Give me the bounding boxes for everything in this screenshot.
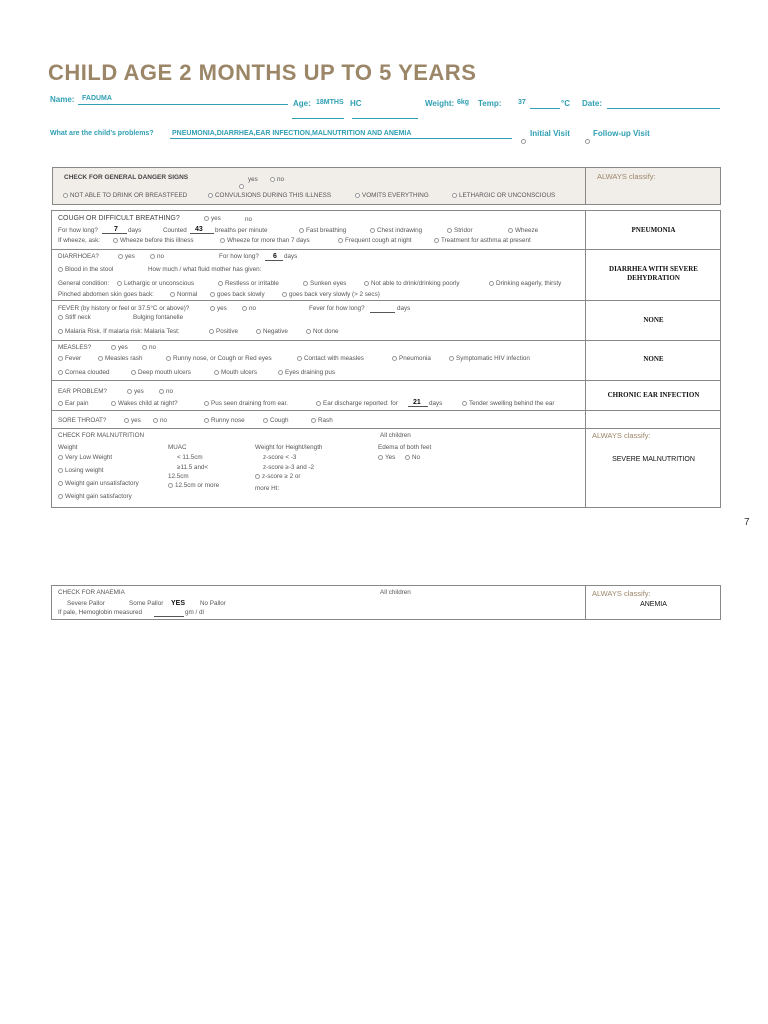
age-underline <box>292 118 344 119</box>
radio-icon <box>452 193 457 198</box>
fever-no-option[interactable] <box>242 305 256 312</box>
edema-header: Edema of both feet <box>378 444 432 451</box>
radio-icon <box>124 418 129 423</box>
gain-satisfactory-option[interactable] <box>58 493 132 500</box>
wheeze-label: Wheeze <box>515 227 539 234</box>
temp-label: Temp: <box>478 99 502 108</box>
zscore-1[interactable]: z-score < -3 <box>263 454 297 461</box>
radio-icon <box>316 401 321 406</box>
diarrhoea-how-long-value[interactable]: 6 <box>273 253 277 260</box>
wakes-child-option[interactable] <box>111 400 178 407</box>
radio-icon <box>98 356 103 361</box>
pinch-normal-option[interactable] <box>170 291 197 298</box>
problems-value[interactable]: PNEUMONIA,DIARRHEA,EAR INFECTION,MALNUTRITION AND ANEMIA <box>172 130 412 137</box>
radio-icon <box>282 292 287 297</box>
measles-header: MEASLES? <box>58 344 92 351</box>
cough-how-long-underline <box>102 233 127 234</box>
radio-icon <box>210 306 215 311</box>
bpm-label: breaths per minute <box>215 227 268 234</box>
wheeze-q1-option[interactable] <box>113 237 194 244</box>
danger-header: CHECK FOR GENERAL DANGER SIGNS <box>64 174 189 181</box>
wheeze-q3-option[interactable] <box>338 237 412 244</box>
measles-yes: yes <box>118 344 128 351</box>
if-wheeze-label: If wheeze, ask: <box>58 237 100 244</box>
ear-header: EAR PROBLEM? <box>58 388 107 395</box>
danger-no: no <box>277 176 285 183</box>
measles-classification: NONE <box>643 355 664 363</box>
radio-icon <box>489 281 494 286</box>
measles-pneumonia-option[interactable] <box>392 355 431 362</box>
throat-rash-option[interactable] <box>311 417 333 424</box>
fever-how-long-underline[interactable] <box>370 312 395 313</box>
radio-icon <box>142 345 147 350</box>
throat-yes-option[interactable] <box>124 417 141 424</box>
throat-yes: yes <box>131 417 141 424</box>
tender-swelling-label: Tender swelling behind the ear <box>469 400 555 407</box>
row-divider <box>51 410 721 411</box>
anaemia-all-children: All children <box>380 589 411 596</box>
ear-discharge-option[interactable] <box>316 400 398 407</box>
hemoglobin-label: If pale, Hemoglobin measured <box>58 609 143 616</box>
malnutrition-header: CHECK FOR MALNUTRITION <box>58 432 145 439</box>
cornea-option[interactable] <box>58 369 109 376</box>
eyes-pus-label: Eyes draining pus <box>285 369 336 376</box>
chest-indrawing-option[interactable] <box>370 227 422 234</box>
radio-icon <box>364 281 369 286</box>
measles-hiv-option[interactable] <box>449 355 530 362</box>
throat-cough-label: Cough <box>270 417 289 424</box>
measles-rash-option[interactable] <box>98 355 142 362</box>
radio-icon <box>58 494 63 499</box>
diarrhoea-how-long-label: For how long? <box>219 253 259 260</box>
zscore-3-label: z-score ≥ 2 or <box>262 473 301 480</box>
danger-yes[interactable]: yes <box>248 176 258 183</box>
radio-icon <box>297 356 302 361</box>
radio-icon <box>58 468 63 473</box>
radio-icon <box>242 306 247 311</box>
gain-unsatisfactory-label: Weight gain unsatisfactory <box>65 480 139 487</box>
measles-fever-option[interactable] <box>58 355 81 362</box>
measles-fever-label: Fever <box>65 355 82 362</box>
radio-icon <box>208 193 213 198</box>
stiff-neck-label: Stiff neck <box>65 314 91 321</box>
danger-opt2[interactable] <box>208 192 331 199</box>
ear-classification: CHRONIC EAR INFECTION <box>607 391 700 399</box>
sunken-eyes-label: Sunken eyes <box>310 280 347 287</box>
gain-satisfactory-label: Weight gain satisfactory <box>65 493 132 500</box>
fever-how-long-label: Fever for how long? <box>309 305 365 312</box>
gc-lethargic-label: Lethargic or unconscious <box>124 280 195 287</box>
diarrhoea-yes: yes <box>125 253 135 260</box>
row-divider <box>51 249 721 250</box>
radio-icon <box>58 481 63 486</box>
fast-breathing-label: Fast breathing <box>306 227 347 234</box>
diarrhoea-yes-option[interactable] <box>118 253 135 260</box>
ear-days: days <box>429 400 443 407</box>
fever-classification: NONE <box>643 316 664 324</box>
danger-opt1[interactable] <box>63 192 187 199</box>
radio-icon <box>58 356 63 361</box>
fever-yes-option[interactable] <box>210 305 227 312</box>
muac-3-option[interactable] <box>168 482 219 489</box>
measles-rash-label: Measles rash <box>105 355 143 362</box>
radio-icon <box>166 356 171 361</box>
pus-seen-option[interactable] <box>204 400 288 407</box>
cough-header: COUGH OR DIFFICULT BREATHING? <box>58 215 180 222</box>
hc-underline <box>352 118 418 119</box>
radio-icon <box>263 418 268 423</box>
cough-how-long-label: For how long? <box>58 227 98 234</box>
pinch-slowly-option[interactable] <box>210 291 265 298</box>
throat-rash-label: Rash <box>318 417 333 424</box>
some-pallor-label[interactable]: Some Pallor <box>129 600 164 607</box>
general-condition-label: General condition: <box>58 280 110 287</box>
danger-opt1-label: NOT ABLE TO DRINK OR BREASTFEED <box>70 192 188 199</box>
mouth-ulcers-option[interactable] <box>214 369 257 376</box>
counted-label: Counted <box>163 227 187 234</box>
radio-icon <box>204 401 209 406</box>
wheeze-q1-label: Wheeze before this illness <box>120 237 194 244</box>
measles-no: no <box>149 344 157 351</box>
radio-icon <box>58 315 63 320</box>
radio-icon <box>113 238 118 243</box>
malaria-negative-label: Negative <box>263 328 288 335</box>
blood-stool-option[interactable] <box>58 266 113 273</box>
fever-no: no <box>249 305 257 312</box>
gc-restless-label: Restless or irritable <box>225 280 279 287</box>
not-able-drink-label: Not able to drink/drinking poorly <box>371 280 460 287</box>
gain-unsatisfactory-option[interactable] <box>58 480 139 487</box>
name-value[interactable]: FADUMA <box>82 95 112 102</box>
radio-icon <box>405 455 410 460</box>
severe-pallor-label[interactable]: Severe Pallor <box>67 600 105 607</box>
radio-icon <box>311 418 316 423</box>
zscore-3-option[interactable] <box>255 473 300 480</box>
row-divider <box>51 340 721 341</box>
drinking-eagerly-label: Drinking eagerly, thirsty <box>496 280 562 287</box>
radio-icon <box>58 329 63 334</box>
measles-no-option[interactable] <box>142 344 156 351</box>
followup-visit-radio[interactable] <box>585 139 590 144</box>
cough-no[interactable]: no <box>245 216 253 223</box>
danger-opt2-label: CONVULSIONS DURING THIS ILLNESS <box>215 192 332 199</box>
radio-icon <box>355 193 360 198</box>
radio-icon <box>370 228 375 233</box>
hemoglobin-unit: gm / dl <box>185 609 204 616</box>
wheeze-q3-label: Frequent cough at night <box>345 237 412 244</box>
edema-yes-label: Yes <box>385 454 396 461</box>
radio-icon <box>58 455 63 460</box>
zscore-2[interactable]: z-score ≥-3 and -2 <box>263 464 315 471</box>
radio-icon <box>214 370 219 375</box>
bulging-fontanelle-label[interactable]: Bulging fontanelle <box>133 314 184 321</box>
malaria-negative-option[interactable] <box>256 328 288 335</box>
danger-opt4-label: LETHARGIC OR UNCONSCIOUS <box>459 192 556 199</box>
radio-icon <box>256 329 261 334</box>
measles-yes-option[interactable] <box>111 344 128 351</box>
muac-1[interactable]: < 11.5cm <box>177 454 203 461</box>
throat-no-option[interactable] <box>153 417 167 424</box>
danger-opt3-label: VOMITS EVERYTHING <box>362 192 429 199</box>
radio-icon <box>170 292 175 297</box>
fluid-given-label: How much / what fluid mother has given: <box>148 266 262 273</box>
very-low-weight-option[interactable] <box>58 454 112 461</box>
wheeze-option[interactable] <box>508 227 538 234</box>
radio-icon <box>270 177 275 182</box>
measles-hiv-label: Symptomatic HIV infection <box>456 355 530 362</box>
radio-icon <box>153 418 158 423</box>
measles-contact-option[interactable] <box>297 355 364 362</box>
cornea-label: Cornea clouded <box>65 369 110 376</box>
anaemia-header: CHECK FOR ANAEMIA <box>58 589 125 596</box>
radio-icon <box>58 370 63 375</box>
malaria-not-done-label: Not done <box>313 328 339 335</box>
anaemia-classification: ANEMIA <box>640 601 667 608</box>
radio-icon <box>508 228 513 233</box>
wakes-child-label: Wakes child at night? <box>118 400 178 407</box>
cough-days: days <box>128 227 142 234</box>
weight-label: Weight: <box>425 99 455 108</box>
pinch-normal-label: Normal <box>177 291 198 298</box>
cough-yes: yes <box>211 215 221 222</box>
deep-ulcers-label: Deep mouth ulcers <box>138 369 191 376</box>
fever-yes: yes <box>217 305 227 312</box>
danger-divider <box>585 167 586 205</box>
radio-icon <box>127 389 132 394</box>
malnutrition-all-children: All children <box>380 432 411 439</box>
malnutrition-always-classify: ALWAYS classify: <box>592 431 651 440</box>
age-value[interactable]: 18MTHS <box>316 99 344 106</box>
counted-underline <box>190 233 214 234</box>
fast-breathing-option[interactable] <box>299 227 346 234</box>
runny-nose-label: Runny nose <box>211 417 245 424</box>
diarrhoea-no-option[interactable] <box>150 253 164 260</box>
temp-unit: °C <box>561 99 570 108</box>
radio-icon <box>220 238 225 243</box>
no-pallor-label[interactable]: No Pallor <box>200 600 226 607</box>
diarrhoea-no: no <box>157 253 165 260</box>
ear-pain-option[interactable] <box>58 400 88 407</box>
initial-visit-radio[interactable] <box>521 139 526 144</box>
radio-icon <box>204 418 209 423</box>
mouth-ulcers-label: Mouth ulcers <box>221 369 258 376</box>
pinch-slowly-label: goes back slowly <box>217 291 265 298</box>
temp-value[interactable]: 37 <box>518 99 526 106</box>
ear-discharge-value[interactable]: 21 <box>413 399 421 406</box>
name-label: Name: <box>50 95 75 104</box>
wheeze-q2-option[interactable] <box>220 237 310 244</box>
radio-icon <box>218 281 223 286</box>
wheeze-q4-option[interactable] <box>434 237 531 244</box>
radio-icon <box>159 389 164 394</box>
tender-swelling-option[interactable] <box>462 400 554 407</box>
edema-no-label: No <box>412 454 421 461</box>
malaria-option[interactable] <box>58 328 180 335</box>
radio-icon <box>209 329 214 334</box>
eyes-pus-option[interactable] <box>278 369 335 376</box>
measles-runny-option[interactable] <box>166 355 272 362</box>
radio-icon <box>117 281 122 286</box>
danger-always-classify: ALWAYS classify: <box>597 172 656 181</box>
radio-icon <box>462 401 467 406</box>
radio-icon <box>306 329 311 334</box>
not-able-drink-option[interactable] <box>364 280 460 287</box>
age-label: Age: <box>293 99 311 108</box>
sunken-eyes-option[interactable] <box>303 280 346 287</box>
muac-3-label: 12.5cm or more <box>175 482 220 489</box>
radio-icon <box>63 193 68 198</box>
diarrhoea-classification: DIARRHEA WITH SEVERE DEHYDRATION <box>609 265 698 282</box>
radio-icon <box>111 345 116 350</box>
danger-no-option[interactable] <box>270 176 284 183</box>
measles-contact-label: Contact with measles <box>304 355 364 362</box>
drinking-eagerly-option[interactable] <box>489 280 561 287</box>
ear-discharge-underline <box>408 406 428 407</box>
malaria-positive-label: Positive <box>216 328 239 335</box>
date-label: Date: <box>582 99 603 108</box>
stiff-neck-option[interactable] <box>58 314 91 321</box>
wfh-header: Weight for Height/length <box>255 444 323 451</box>
malaria-label: Malaria Risk. If malaria risk: Malaria Test: <box>65 328 180 335</box>
radio-icon <box>299 228 304 233</box>
problems-underline <box>170 138 512 139</box>
very-low-weight-label: Very Low Weight <box>65 454 113 461</box>
radio-icon <box>303 281 308 286</box>
ear-no-option[interactable] <box>159 388 173 395</box>
radio-icon <box>338 238 343 243</box>
ear-yes: yes <box>134 388 144 395</box>
radio-icon <box>111 401 116 406</box>
row-divider <box>51 380 721 381</box>
ear-discharge-label: Ear discharge reported: for <box>323 400 398 407</box>
deep-ulcers-option[interactable] <box>131 369 191 376</box>
wheeze-q2-label: Wheeze for more than 7 days <box>227 237 310 244</box>
losing-weight-option[interactable] <box>58 467 104 474</box>
cough-yes-option[interactable] <box>204 215 221 222</box>
edema-yes-option[interactable] <box>378 454 395 461</box>
radio-icon <box>434 238 439 243</box>
name-underline <box>78 104 288 105</box>
radio-icon <box>204 216 209 221</box>
date-underline[interactable] <box>607 108 720 109</box>
throat-no: no <box>160 417 168 424</box>
radio-icon <box>392 356 397 361</box>
edema-no-option[interactable] <box>405 454 420 461</box>
diarrhoea-how-long-underline <box>265 260 283 261</box>
fever-header: FEVER (by history or feel or 37.5°C or above)? <box>58 305 190 312</box>
fever-days: days <box>397 305 411 312</box>
pinch-very-slowly-option[interactable] <box>282 291 380 298</box>
radio-icon <box>58 267 63 272</box>
radio-icon <box>118 254 123 259</box>
throat-header: SORE THROAT? <box>58 417 107 424</box>
page-title: CHILD AGE 2 MONTHS UP TO 5 YEARS <box>48 60 477 85</box>
malnutrition-classification: SEVERE MALNUTRITION <box>612 456 695 463</box>
ear-pain-label: Ear pain <box>65 400 89 407</box>
pinch-label: Pinched abdomen skin goes back: <box>58 291 154 298</box>
muac-2[interactable]: ≥11.5 and< <box>177 464 209 471</box>
radio-icon <box>58 401 63 406</box>
danger-yes-radio[interactable] <box>239 184 244 189</box>
radio-icon <box>278 370 283 375</box>
row-divider <box>51 300 721 301</box>
blood-stool-label: Blood in the stool <box>65 266 114 273</box>
pinch-very-slowly-label: goes back very slowly (> 2 secs) <box>289 291 380 298</box>
radio-icon <box>447 228 452 233</box>
losing-weight-label: Losing weight <box>65 467 104 474</box>
ear-yes-option[interactable] <box>127 388 144 395</box>
radio-icon <box>168 483 173 488</box>
radio-icon <box>378 455 383 460</box>
anaemia-always-classify: ALWAYS classify: <box>592 589 651 598</box>
danger-opt3[interactable] <box>355 192 429 199</box>
page-number: 7 <box>744 517 750 528</box>
gc-lethargic-option[interactable] <box>117 280 194 287</box>
radio-icon <box>255 474 260 479</box>
stridor-option[interactable] <box>447 227 473 234</box>
stridor-label: Stridor <box>454 227 473 234</box>
cough-classification: PNEUMONIA <box>631 226 676 234</box>
radio-icon <box>150 254 155 259</box>
some-pallor-value: YES <box>171 600 186 607</box>
weight-value[interactable]: 6kg <box>457 99 470 106</box>
pus-seen-label: Pus seen draining from ear. <box>211 400 289 407</box>
chest-indrawing-label: Chest indrawing <box>377 227 423 234</box>
gc-restless-option[interactable] <box>218 280 279 287</box>
problems-label: What are the child’s problems? <box>50 130 154 137</box>
measles-pneumonia-label: Pneumonia <box>399 355 431 362</box>
followup-visit-label: Follow-up Visit <box>593 129 650 138</box>
more-ht-label: more Ht: <box>255 485 280 492</box>
runny-nose-option[interactable] <box>204 417 245 424</box>
malaria-positive-option[interactable] <box>209 328 238 335</box>
weight-header: Weight <box>58 444 78 451</box>
malaria-not-done-option[interactable] <box>306 328 339 335</box>
muac-2b: 12.5cm <box>168 473 189 480</box>
temp-underline <box>530 108 560 109</box>
initial-visit-label: Initial Visit <box>530 129 570 138</box>
wheeze-q4-label: Treatment for asthma at present <box>441 237 531 244</box>
radio-icon <box>449 356 454 361</box>
danger-opt4[interactable] <box>452 192 555 199</box>
row-divider <box>51 428 721 429</box>
cough-how-long-value[interactable]: 7 <box>114 226 118 233</box>
hemoglobin-underline[interactable] <box>154 616 184 617</box>
measles-runny-label: Runny nose, or Cough or Red eyes <box>173 355 272 362</box>
diarrhoea-days: days <box>284 253 298 260</box>
diarrhoea-header: DIARRHOEA? <box>58 253 99 260</box>
hc-label: HC <box>350 99 362 108</box>
ear-no: no <box>166 388 174 395</box>
radio-icon <box>210 292 215 297</box>
throat-cough-option[interactable] <box>263 417 289 424</box>
counted-value[interactable]: 43 <box>195 226 203 233</box>
radio-icon <box>131 370 136 375</box>
muac-header: MUAC <box>168 444 187 451</box>
